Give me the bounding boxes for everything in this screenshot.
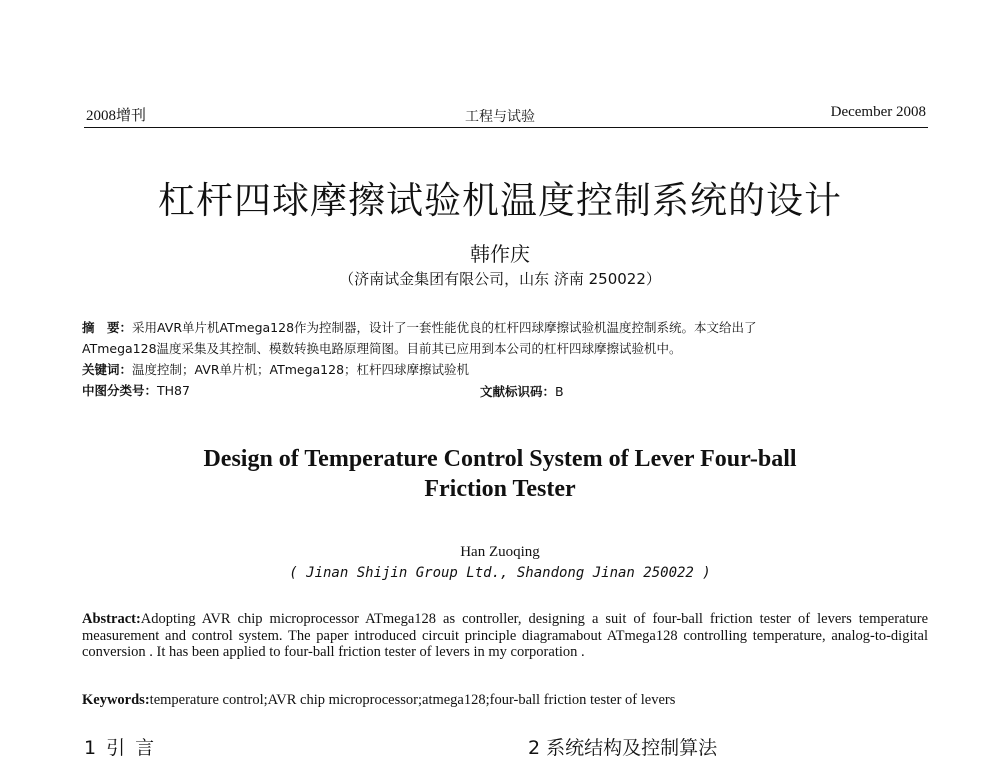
document-code-label: 文献标识码： [480, 384, 556, 399]
clc-value: TH87 [157, 383, 190, 398]
document-code [480, 382, 564, 400]
section-heading-system-structure: 2 系统结构及控制算法 [528, 737, 718, 759]
paper-title-en [0, 444, 1000, 504]
section-heading-introduction: 1 引 言 [84, 737, 157, 759]
running-header-date: December 2008 [830, 104, 926, 120]
abstract-cn-label: 摘 要： [82, 320, 133, 335]
keywords-en-label: Keywords: [82, 692, 150, 708]
running-header-journal: 工程与试验 [465, 109, 535, 125]
abstract-cn-line-2: ATmega128温度采集及其控制、模数转换电路原理简图。目前其已应用到本公司的杠杆四球摩擦试验机中。 [82, 341, 682, 356]
keywords-en [82, 692, 675, 709]
header-rule [84, 127, 928, 128]
keywords-cn-text: 温度控制；AVR单片机；ATmega128；杠杆四球摩擦试验机 [132, 362, 470, 377]
running-header-issue: 2008增刊 [86, 108, 147, 124]
author-cn: 韩作庆 [470, 242, 530, 266]
clc-label: 中图分类号： [82, 383, 158, 398]
abstract-en-label: Abstract: [82, 611, 141, 627]
paper-title-cn: 杠杆四球摩擦试验机温度控制系统的设计 [158, 179, 842, 222]
paper-title-en-line-1: Design of Temperature Control System of Lever Four-ball [203, 446, 797, 472]
keywords-en-text: temperature control;AVR chip microprocessor;atmega128;four-ball friction tester of levers [149, 692, 676, 708]
affiliation-en: ( Jinan Shijin Group Ltd., Shandong Jinan 250022 ) [289, 565, 711, 581]
paper-title-en-line-2: Friction Tester [424, 476, 576, 502]
keywords-cn-label: 关键词： [82, 362, 133, 377]
keywords-cn [82, 361, 469, 379]
abstract-en [82, 611, 928, 661]
abstract-en-text: Adopting AVR chip microprocessor ATmega128 as controller, designing a suit of four-ball friction tester of levers temperature measurement and control system. The paper introduced circuit principle diagramabout ATmega128 controlling temperature, analog-to-digital conversion . It has been applied to four-ball friction tester of levers in my corporation . [82, 611, 928, 660]
document-code-value: B [555, 384, 564, 399]
abstract-cn-line-1 [82, 319, 757, 337]
clc-number [82, 382, 190, 400]
abstract-cn-text-1: 采用AVR单片机ATmega128作为控制器，设计了一套性能优良的杠杆四球摩擦试验机温度控制系统。本文给出了 [132, 320, 757, 335]
author-en: Han Zuoqing [460, 544, 540, 560]
affiliation-cn: （济南试金集团有限公司，山东 济南 250022） [339, 270, 661, 288]
